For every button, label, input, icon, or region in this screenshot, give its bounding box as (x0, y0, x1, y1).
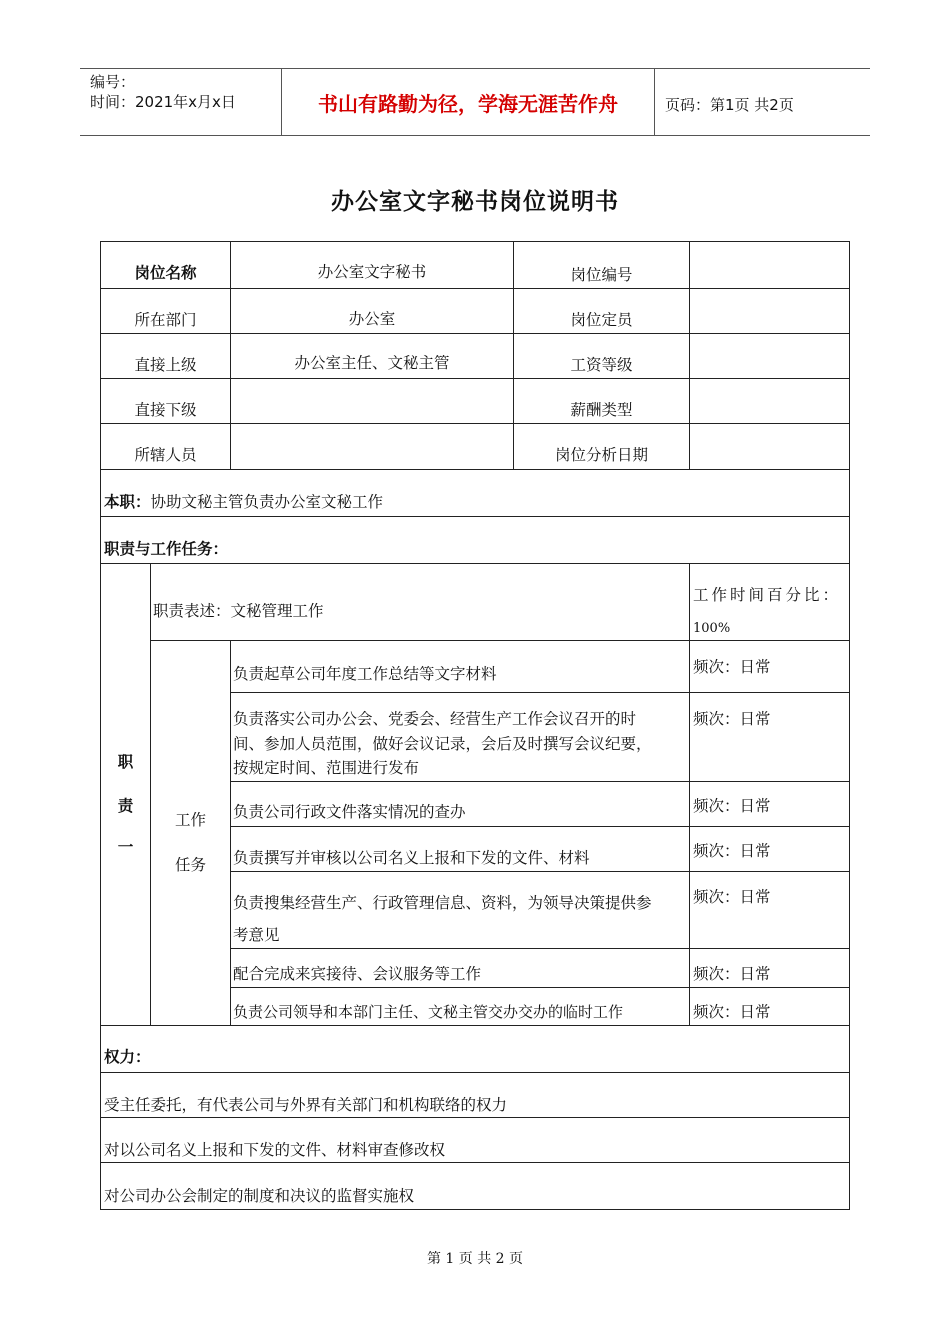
task-frequency (689, 640, 850, 693)
page-footer: 第 1 页 共 2 页 (426, 1251, 524, 1267)
task-text: 负责公司领导和本部门主任、文秘主管交办交办的临时工作 (233, 1003, 624, 1021)
info-label: 所在部门 (134, 311, 197, 329)
info-value-text: 办公室主任、文秘主管 (294, 354, 450, 372)
info-label-2 (513, 423, 690, 470)
info-label-2-text: 工资等级 (570, 356, 633, 374)
responsibilities-heading-row (100, 516, 850, 564)
task-frequency (689, 871, 850, 949)
task-text: 负责搜集经营生产、行政管理信息、资料，为领导决策提供参 (233, 894, 652, 912)
info-value (230, 378, 514, 424)
info-value-2 (689, 241, 850, 289)
info-value (230, 423, 514, 470)
task-row (230, 640, 690, 693)
task-row (230, 781, 690, 827)
group-char: 职 (117, 753, 134, 771)
info-value (230, 241, 514, 289)
duty-label: 本职： (104, 493, 151, 511)
info-row (100, 378, 231, 424)
info-label-2 (513, 378, 690, 424)
task-label-line: 工作 (174, 811, 206, 829)
header-divider-right (654, 68, 655, 136)
info-label-2-text: 薪酬类型 (570, 401, 633, 419)
powers-heading: 权力： (104, 1048, 151, 1066)
header-motto: 书山有路勤为径，学海无涯苦作舟 (318, 92, 618, 116)
info-label-2-text: 岗位编号 (570, 266, 633, 284)
page-title: 办公室文字秘书岗位说明书 (331, 189, 619, 215)
task-text: 按规定时间、范围进行发布 (233, 759, 420, 777)
task-frequency-text: 频次：日常 (693, 965, 771, 983)
task-row (230, 871, 690, 949)
group-char: 一 (117, 838, 134, 856)
responsibility-description: 职责表述：文秘管理工作 (153, 602, 324, 620)
power-item-row (100, 1162, 850, 1210)
power-item-row (100, 1072, 850, 1118)
power-item-row (100, 1117, 850, 1163)
time-percentage-value: 100% (693, 621, 731, 636)
task-text: 负责公司行政文件落实情况的查办 (233, 803, 466, 821)
task-frequency-text: 频次：日常 (693, 888, 771, 906)
group-char: 责 (117, 797, 134, 815)
responsibilities-heading: 职责与工作任务： (104, 540, 229, 558)
info-label: 所辖人员 (134, 446, 197, 464)
task-frequency-text: 频次：日常 (693, 710, 771, 728)
info-value (230, 333, 514, 379)
time-percentage-cell (689, 563, 850, 641)
info-label: 直接下级 (134, 401, 197, 419)
task-frequency (689, 781, 850, 827)
info-value-text: 办公室 (348, 310, 396, 328)
task-frequency (689, 826, 850, 872)
task-frequency (689, 987, 850, 1026)
task-frequency-text: 频次：日常 (693, 842, 771, 860)
info-row (100, 423, 231, 470)
info-row (100, 288, 231, 334)
powers-heading-row (100, 1025, 850, 1073)
info-label: 岗位名称 (134, 264, 197, 282)
task-text: 配合完成来宾接待、会议服务等工作 (233, 965, 482, 983)
power-item: 对以公司名义上报和下发的文件、材料审查修改权 (104, 1141, 446, 1159)
task-text: 间、参加人员范围，做好会议记录，会后及时撰写会议纪要， (233, 735, 652, 753)
task-frequency-text: 频次：日常 (693, 658, 771, 676)
info-value-2 (689, 378, 850, 424)
task-row (230, 826, 690, 872)
info-value-text: 办公室文字秘书 (317, 263, 427, 281)
header-bottom-rule (80, 135, 870, 136)
task-row (230, 692, 690, 782)
info-label-2 (513, 241, 690, 289)
task-frequency (689, 692, 850, 782)
task-frequency-text: 频次：日常 (693, 1003, 771, 1021)
document-number-label: 编号： (90, 73, 136, 91)
page-indicator: 页码：第1页 共2页 (665, 96, 794, 114)
task-text: 负责撰写并审核以公司名义上报和下发的文件、材料 (233, 849, 590, 867)
task-frequency-text: 频次：日常 (693, 797, 771, 815)
responsibility-description-cell (150, 563, 690, 641)
task-row (230, 948, 690, 988)
document-date: 时间：2021年x月x日 (90, 93, 236, 111)
info-value-2 (689, 333, 850, 379)
task-row (230, 987, 690, 1026)
info-value-2 (689, 423, 850, 470)
responsibility-group-cell (100, 563, 151, 1026)
info-label-2 (513, 333, 690, 379)
info-value (230, 288, 514, 334)
info-label: 直接上级 (134, 356, 197, 374)
info-label-2-text: 岗位定员 (570, 311, 633, 329)
task-frequency (689, 948, 850, 988)
task-text: 负责落实公司办公会、党委会、经营生产工作会议召开的时 (233, 710, 637, 728)
duty-text (104, 491, 383, 514)
power-item: 对公司办公会制定的制度和决议的监督实施权 (104, 1187, 415, 1205)
info-label-2 (513, 288, 690, 334)
duty-value: 协助文秘主管负责办公室文秘工作 (150, 493, 384, 511)
info-row (100, 333, 231, 379)
duty-row (100, 469, 850, 517)
task-label-cell (150, 640, 231, 1026)
task-label-line: 任务 (174, 856, 206, 874)
task-text: 考意见 (233, 926, 280, 944)
task-text: 负责起草公司年度工作总结等文字材料 (233, 665, 497, 683)
info-value-2 (689, 288, 850, 334)
info-label-2-text: 岗位分析日期 (554, 446, 648, 464)
header-divider-left (281, 68, 282, 136)
power-item: 受主任委托，有代表公司与外界有关部门和机构联络的权力 (104, 1096, 508, 1114)
info-row (100, 241, 231, 289)
time-percentage-label: 工作时间百分比： (693, 586, 842, 604)
header-top-rule (80, 68, 870, 69)
